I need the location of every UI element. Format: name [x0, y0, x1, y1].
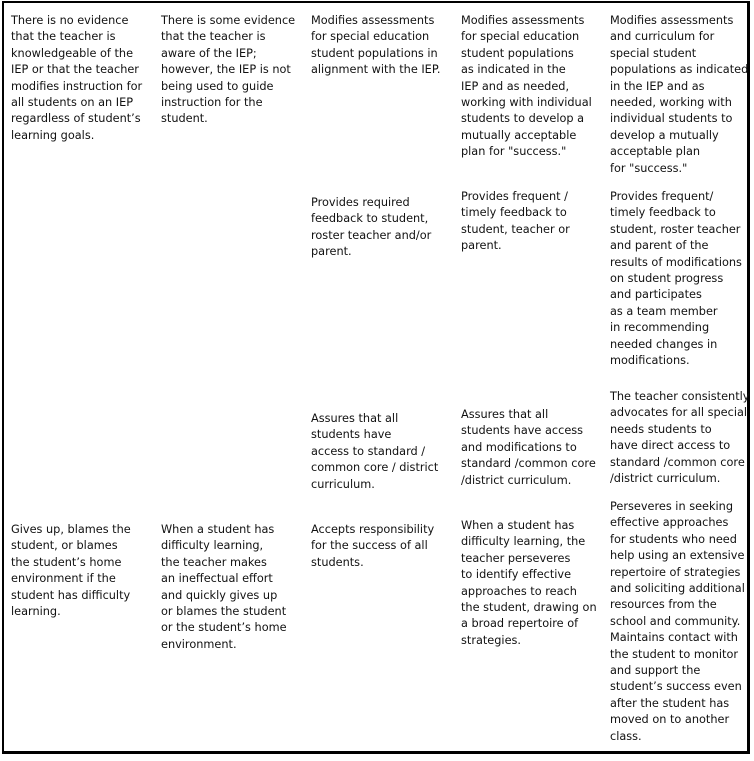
row4-col2-cell: When a student has difficulty learning, the teacher makes an ineffectual effort and quickly gives up or blames the student or the student’s home environment. [161, 523, 287, 651]
row3-col4-cell: Assures that all students have access and modifications to standard /common core /district curriculum. [461, 408, 596, 487]
row4-col3-cell: Accepts responsibility for the success of all students. [311, 523, 435, 569]
row4-col1-cell: Gives up, blames the student, or blames the student’s home environment if the student has difficulty learning. [11, 523, 131, 619]
rubric-table [2, 1, 750, 754]
row1-col4-cell: Modifies assessments for special education student populations as indicated in the IEP and as needed, working with individual students to develop a mutually acceptable plan for "success." [461, 14, 592, 159]
row2-col5-cell: Provides frequent/ timely feedback to student, roster teacher and parent of the results of modifications on student progress and participates as a team member in recommending needed changes in modifications. [610, 190, 742, 368]
row1-col5-cell: Modifies assessments and curriculum for special student populations as indicated in the IEP and as needed, working with individual students to develop a mutually acceptable plan for "success." [610, 14, 749, 175]
row1-col2-cell: There is some evidence that the teacher is aware of the IEP; however, the IEP is not being used to guide instruction for the student. [161, 14, 296, 126]
row2-col3-cell: Provides required feedback to student, roster teacher and/or parent. [311, 196, 432, 259]
row4-col4-cell: When a student has difficulty learning, the teacher perseveres to identify effective approaches to reach the student, drawing on a broad repertoire of strategies. [461, 519, 597, 647]
row3-col5-cell: The teacher consistently advocates for all special needs students to have direct access to standard /common core /district curriculum. [610, 390, 750, 486]
row4-col5-cell: Perseveres in seeking effective approaches for students who need help using an extensive repertoire of strategies and soliciting additional resources from the school and community. Maintains contact with the student to monitor and support the student’s success even after the student has moved on to another class. [610, 500, 745, 743]
row1-col1-cell: There is no evidence that the teacher is knowledgeable of the IEP or that the teacher modifies instruction for all students on an IEP regardless of student’s learning goals. [11, 14, 143, 142]
row2-col4-cell: Provides frequent / timely feedback to student, teacher or parent. [461, 190, 570, 253]
row3-col3-cell: Assures that all students have access to standard / common core / district curriculum. [311, 412, 439, 491]
row1-col3-cell: Modifies assessments for special education student populations in alignment with the IEP. [311, 14, 441, 77]
